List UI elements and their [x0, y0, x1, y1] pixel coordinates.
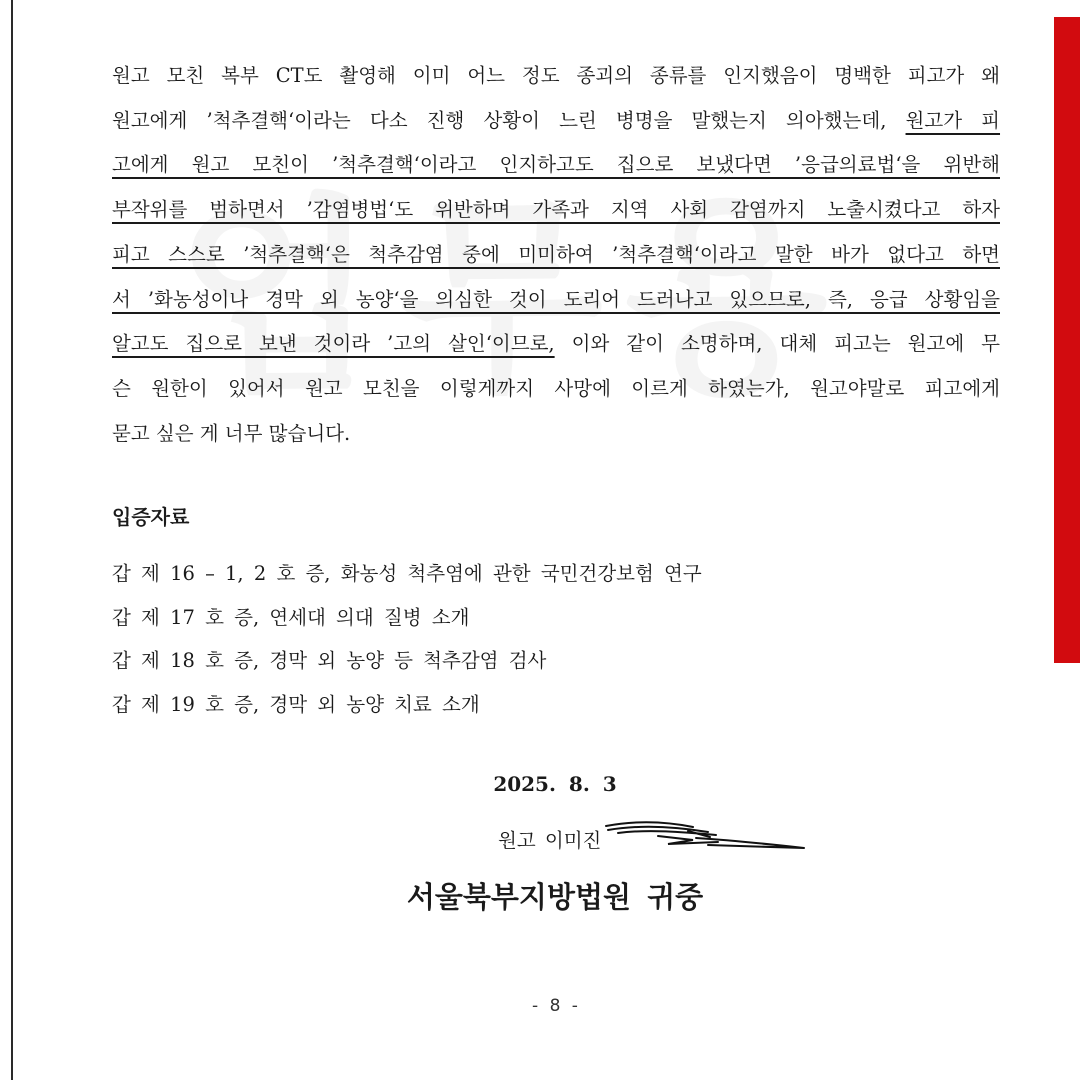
left-page-border: [0, 0, 13, 1080]
underlined-segment: 원고가 피: [905, 108, 1001, 132]
body-line: [112, 322, 1000, 367]
evidence-list: [112, 552, 702, 726]
body-line-underlined: 피고 스스로 ’척추결핵‘은 척추감염 중에 미미하여 ’척추결핵‘이라고 말한 바가 없다고 하면: [112, 242, 1000, 266]
red-side-tab: [1054, 17, 1080, 663]
evidence-item: 갑 제 18 호 증, 경막 외 농양 등 척추감염 검사: [112, 649, 547, 672]
body-line: 묻고 싶은 게 너무 많습니다.: [112, 421, 351, 445]
body-paragraph: [112, 54, 1000, 456]
body-line-underlined: 고에게 원고 모친이 ’척추결핵‘이라고 인지하고도 집으로 보냈다면 ’응급의료법‘을 위반해: [112, 153, 1000, 177]
body-line: 원고 모친 복부 CT도 촬영해 이미 어느 정도 종괴의 종류를 인지했음이 명백한 피고가 왜: [112, 64, 1000, 87]
court-name: 서울북부지방법원 귀중: [406, 880, 704, 914]
document-date: 2025. 8. 3: [493, 772, 617, 796]
body-line: [112, 99, 1000, 144]
evidence-item: 갑 제 16 – 1, 2 호 증, 화농성 척추염에 관한 국민건강보험 연구: [112, 562, 702, 585]
page-number: - 8 -: [532, 996, 578, 1016]
body-line: 슨 원한이 있어서 원고 모친을 이렇게까지 사망에 이르게 하였는가, 원고야말로 피고에게: [112, 376, 1000, 400]
body-line-underlined: 부작위를 범하면서 ’감염병법‘도 위반하며 가족과 지역 사회 감염까지 노출시켰다고 하자: [112, 198, 1000, 222]
underlined-segment: 알고도 집으로 보낸 것이라 ’고의 살인‘이므로,: [112, 332, 555, 356]
evidence-heading: 입증자료: [112, 505, 190, 529]
body-line-segment: 원고에게 ’척추결핵‘이라는 다소 진행 상황이 느린 병명을 말했는지 의아했는데,: [112, 108, 906, 132]
signature-image: [598, 818, 808, 858]
plaintiff-name: 원고 이미진: [498, 829, 602, 852]
body-line-underlined: 서 ’화농성이나 경막 외 농양‘을 의심한 것이 도리어 드러나고 있으므로, 즉, 응급 상황임을: [112, 287, 1000, 311]
body-line-segment: 이와 같이 소명하며, 대체 피고는 원고에 무: [554, 332, 1000, 356]
evidence-item: 갑 제 17 호 증, 연세대 의대 질병 소개: [112, 605, 470, 629]
evidence-item: 갑 제 19 호 증, 경막 외 농양 치료 소개: [112, 692, 480, 716]
